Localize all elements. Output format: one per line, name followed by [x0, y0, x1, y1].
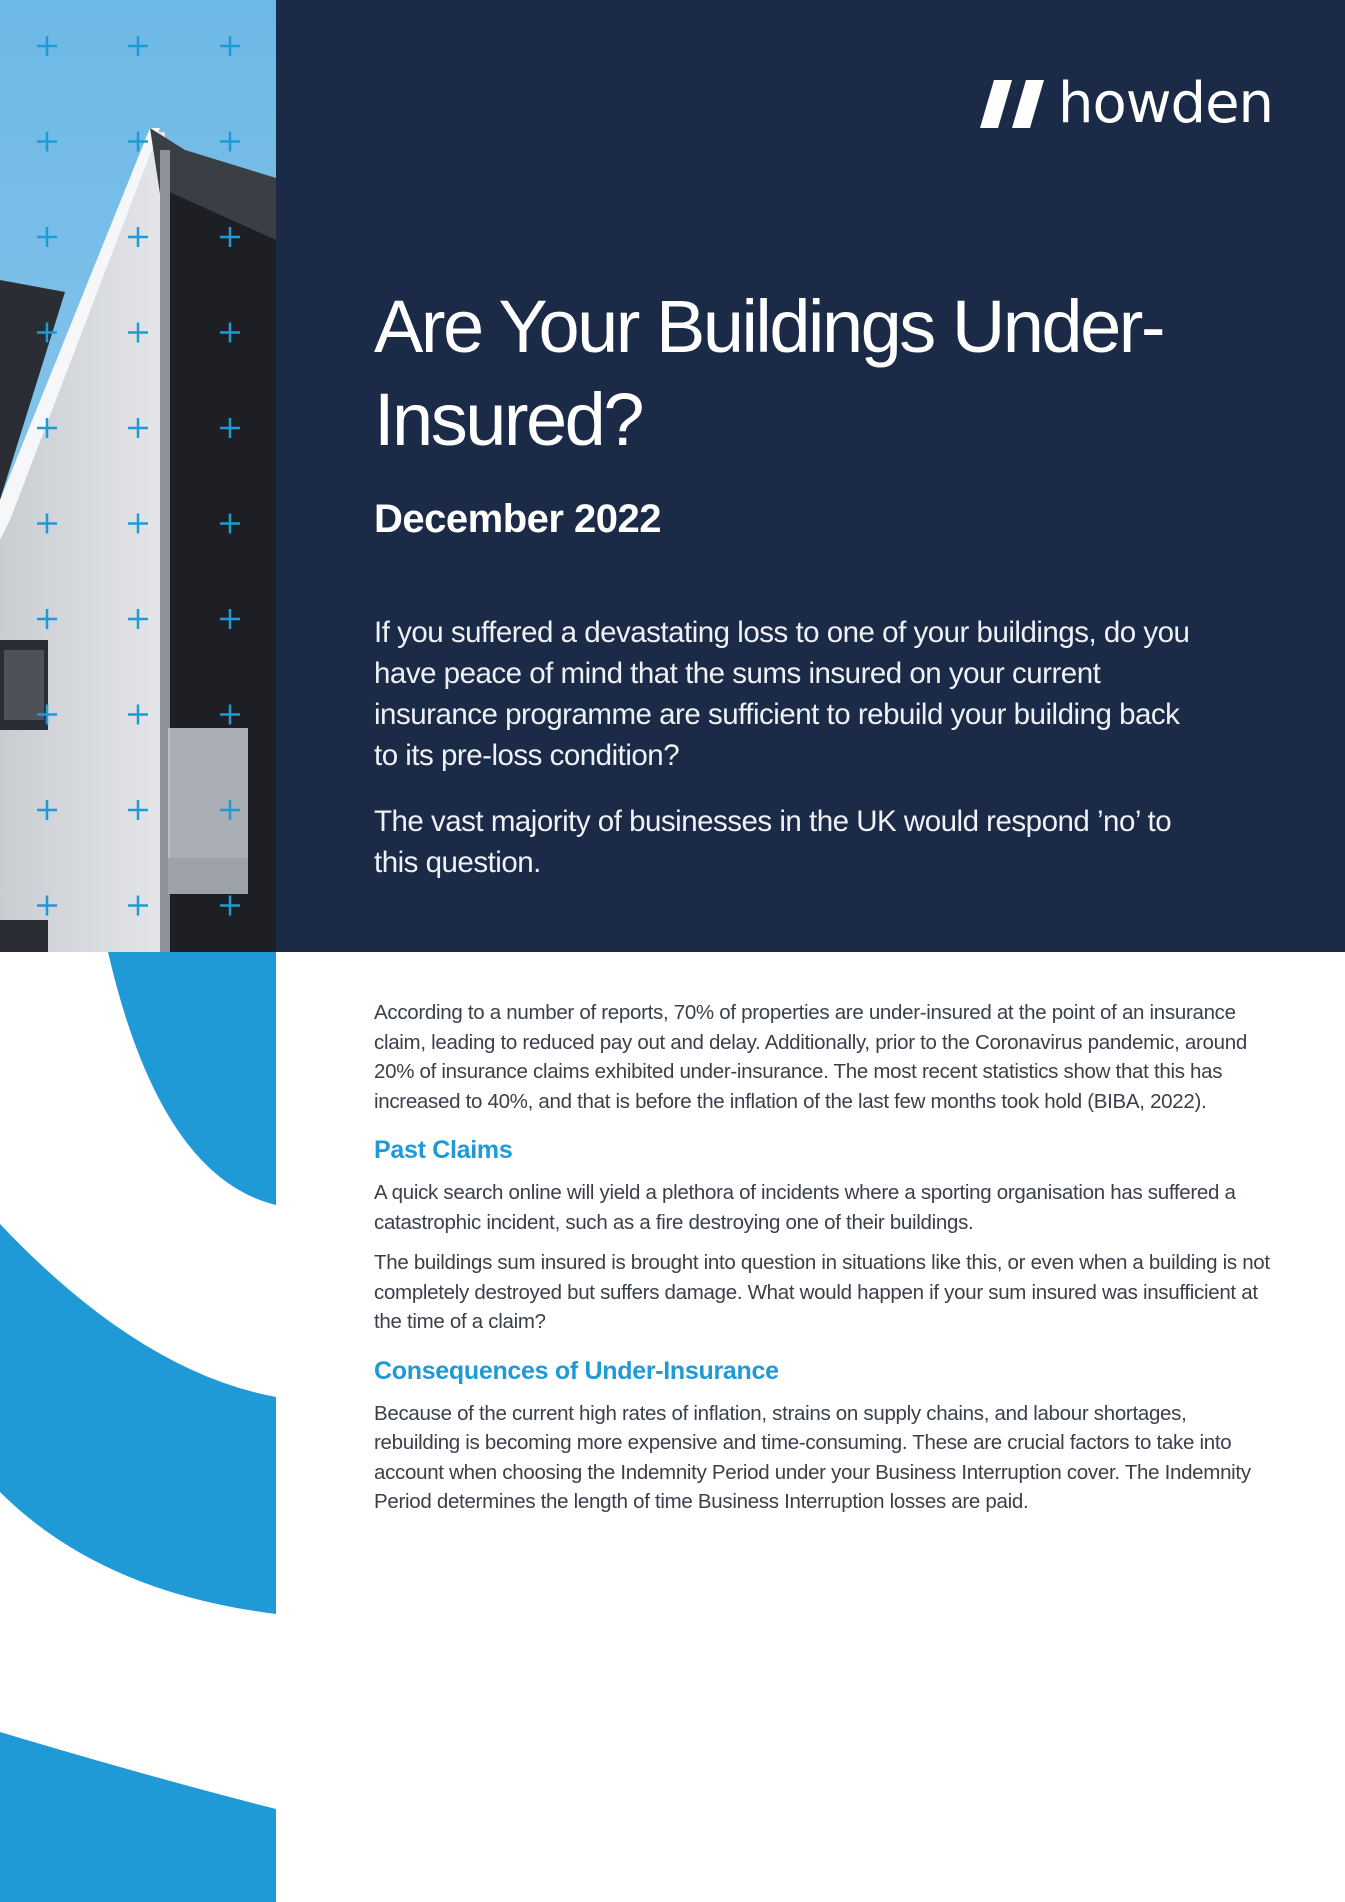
intro-paragraph-1: If you suffered a devastating loss to one of your buildings, do you have peace of mind that the sums insured on your current insurance programme are sufficient to rebuild your building back to its pre-loss condition?	[374, 616, 1190, 772]
logo-wordmark: howden	[1058, 71, 1274, 136]
intro-paragraph-2: The vast majority of businesses in the UK would respond ’no’ to this question.	[374, 805, 1172, 879]
body-paragraph: A quick search online will yield a plethora of incidents where a sporting organisation has suffered a catastrophic incident, such as a fire destroying one of their buildings.	[374, 1181, 1236, 1234]
howden-logo	[980, 71, 1274, 136]
publication-date: December 2022	[374, 497, 662, 541]
body-paragraph: According to a number of reports, 70% of properties are under-insured at the point of an insurance claim, leading to reduced pay out and delay. Additionally, prior to the Coronavirus pandemic, around 20% of insurance claims exhibited under-insurance. The most recent statistics show that this has increased to 40%, and that is before the inflation of the last few months took hold (BIBA, 2022).	[374, 1001, 1247, 1113]
howden-logo-mark-icon	[980, 80, 1044, 128]
article-body	[374, 998, 1274, 1528]
page-title: Are Your Buildings Under-Insured?	[374, 285, 1164, 461]
body-paragraph: Because of the current high rates of inflation, strains on supply chains, and labour shortages, rebuilding is becoming more expensive and time-consuming. These are crucial factors to take into account when choosing the Indemnity Period under your Business Interruption cover. The Indemnity Period determines the length of time Business Interruption losses are paid.	[374, 1401, 1251, 1513]
section-heading-consequences: Consequences of Under-Insurance	[374, 1356, 779, 1385]
decorative-blue-arcs	[0, 952, 276, 1902]
section-heading-past-claims: Past Claims	[374, 1136, 513, 1164]
body-paragraph: The buildings sum insured is brought into question in situations like this, or even when a building is not completely destroyed but suffers damage. What would happen if your sum insured was insufficient at the time of a claim?	[374, 1251, 1270, 1333]
hero-building-photo	[0, 0, 276, 952]
